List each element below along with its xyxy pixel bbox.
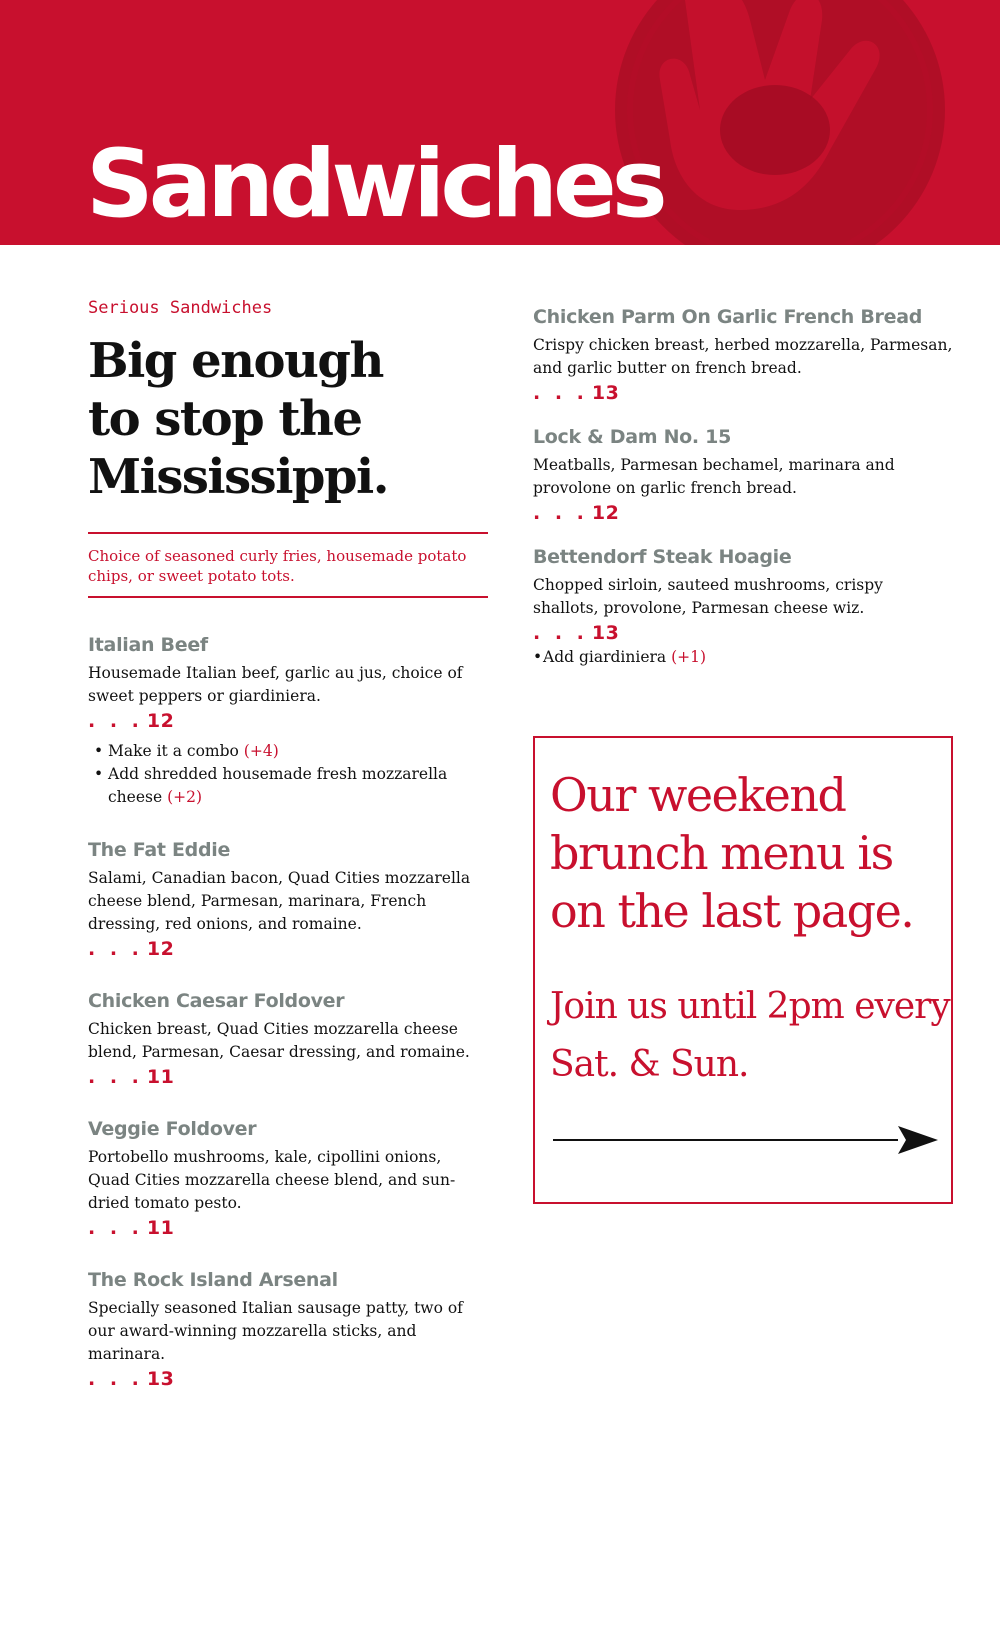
menu-item: [88, 1118, 488, 1239]
price-value: 12: [146, 710, 175, 732]
menu-item-name: Lock & Dam No. 15: [533, 426, 731, 448]
headline: [88, 332, 488, 506]
headline-line: to stop the: [88, 391, 362, 447]
divider: [88, 532, 488, 534]
price-dots: . . .: [88, 710, 143, 732]
price-value: 11: [146, 1066, 175, 1088]
price-value: 12: [591, 502, 620, 524]
price-dots: . . .: [88, 1368, 143, 1390]
price-dots: . . .: [88, 1066, 143, 1088]
menu-item-description: Portobello mushrooms, kale, cipollini onions, Quad Cities mozzarella cheese blend, and sun-dried tomato pesto.: [88, 1148, 456, 1212]
menu-item-name: The Fat Eddie: [88, 839, 231, 861]
addon-item: [94, 740, 488, 763]
sides-note: Choice of seasoned curly fries, housemade potato chips, or sweet potato tots.: [88, 547, 467, 585]
menu-item: [88, 1269, 488, 1390]
menu-item-description: Crispy chicken breast, herbed mozzarella, Parmesan, and garlic butter on french bread.: [533, 336, 953, 377]
menu-item-description: Salami, Canadian bacon, Quad Cities mozzarella cheese blend, Parmesan, marinara, French dressing, red onions, and romaine.: [88, 869, 471, 933]
menu-item-price: [533, 622, 953, 644]
menu-item-price: [88, 938, 488, 960]
menu-item-price: [533, 502, 953, 524]
price-value: 13: [146, 1368, 175, 1390]
addon-item: [533, 646, 953, 669]
menu-item-description: Specially seasoned Italian sausage patty, two of our award-winning mozzarella sticks, and marinara.: [88, 1299, 463, 1363]
addon-item: [94, 763, 488, 809]
menu-item: [533, 426, 953, 524]
price-dots: . . .: [533, 622, 588, 644]
addon-list: [533, 646, 953, 669]
headline-line: Big enough: [88, 333, 383, 389]
price-dots: . . .: [88, 938, 143, 960]
menu-item-name: Italian Beef: [88, 634, 208, 656]
menu-item-description: Chicken breast, Quad Cities mozzarella cheese blend, Parmesan, Caesar dressing, and romaine.: [88, 1020, 470, 1061]
addon-text: Add giardiniera: [543, 648, 667, 666]
addon-price: (+4): [243, 742, 279, 760]
kicker-text: Serious Sandwiches: [88, 298, 273, 318]
addon-list: [94, 740, 488, 809]
menu-item-price: [533, 382, 953, 404]
price-dots: . . .: [533, 502, 588, 524]
menu-item-description: Housemade Italian beef, garlic au jus, choice of sweet peppers or giardiniera.: [88, 664, 463, 705]
headline-line: Mississippi.: [88, 449, 388, 505]
menu-item-price: [88, 1066, 488, 1088]
menu-item-description: Chopped sirloin, sauteed mushrooms, crispy shallots, provolone, Parmesan cheese wiz.: [533, 576, 883, 617]
left-column: [88, 298, 488, 1390]
menu-item-name: Veggie Foldover: [88, 1118, 257, 1140]
right-column: [533, 306, 953, 669]
menu-item: [88, 634, 488, 809]
menu-item: [88, 839, 488, 960]
menu-item: [88, 990, 488, 1088]
menu-item-price: [88, 710, 488, 732]
menu-item: [533, 306, 953, 404]
page-title: Sandwiches: [86, 130, 663, 239]
menu-item-name: Bettendorf Steak Hoagie: [533, 546, 792, 568]
menu-item-name: Chicken Parm On Garlic French Bread: [533, 306, 923, 328]
price-dots: . . .: [88, 1217, 143, 1239]
addon-text: Add shredded housemade fresh mozzarella cheese: [108, 765, 448, 806]
addon-price: (+2): [167, 788, 203, 806]
menu-item-price: [88, 1368, 488, 1390]
divider: [88, 596, 488, 598]
arrow-right-icon: [553, 1120, 938, 1160]
addon-price: (+1): [671, 648, 707, 666]
menu-item-name: Chicken Caesar Foldover: [88, 990, 345, 1012]
header-banner: [0, 0, 1000, 245]
promo-headline: Our weekend brunch menu is on the last page.: [550, 768, 914, 938]
menu-item-description: Meatballs, Parmesan bechamel, marinara and provolone on garlic french bread.: [533, 456, 895, 497]
addon-text: Make it a combo: [108, 742, 239, 760]
promo-subtext: Join us until 2pm every Sat. & Sun.: [550, 986, 950, 1085]
menu-item: [533, 546, 953, 669]
price-dots: . . .: [533, 382, 588, 404]
menu-item-name: The Rock Island Arsenal: [88, 1269, 338, 1291]
price-value: 13: [591, 382, 620, 404]
price-value: 12: [146, 938, 175, 960]
price-value: 11: [146, 1217, 175, 1239]
brunch-promo-box: [533, 736, 953, 1204]
price-value: 13: [591, 622, 620, 644]
menu-item-price: [88, 1217, 488, 1239]
